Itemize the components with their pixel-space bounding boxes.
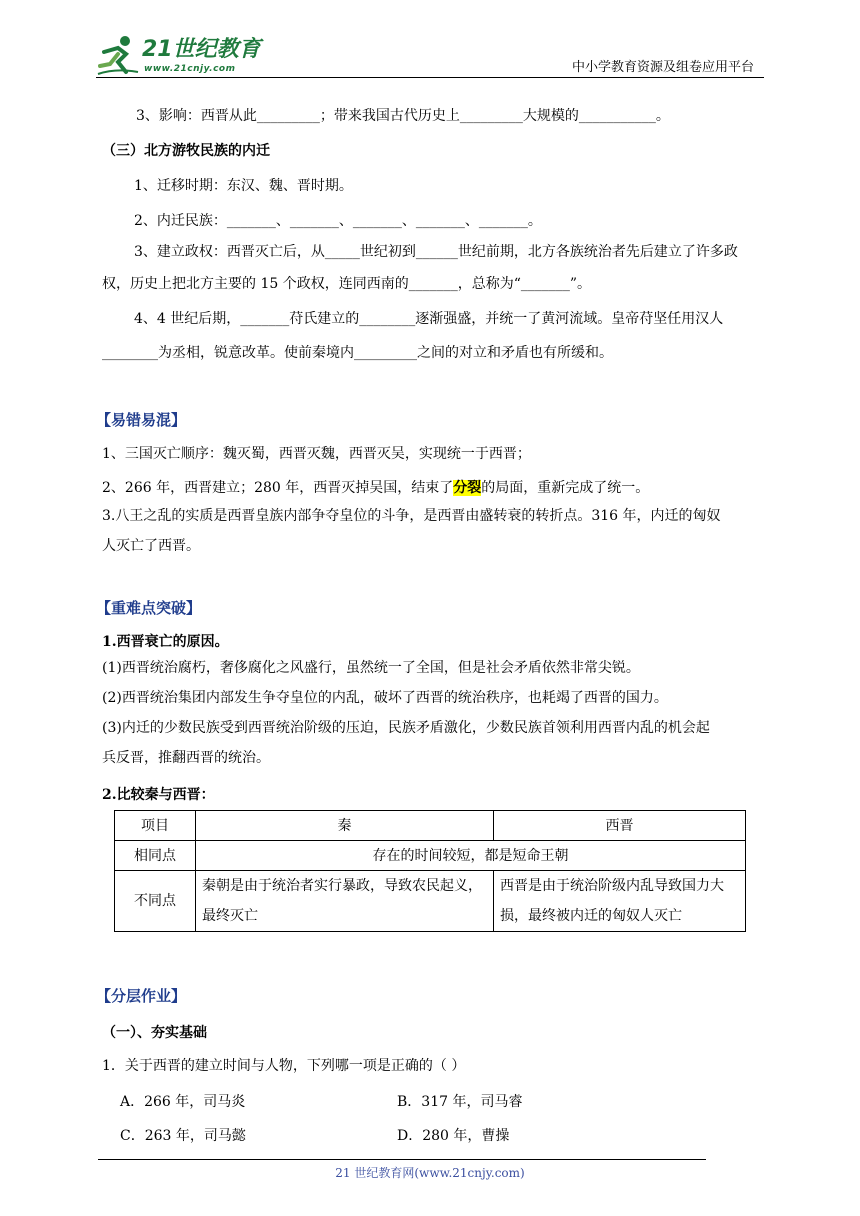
- qin-line-1: 4、4 世纪后期，_______苻氏建立的________逐渐强盛，并统一了黄河流域。皇帝苻坚任用汉人: [134, 311, 724, 327]
- table-header-row: [115, 811, 746, 841]
- table-head-item: 项目: [115, 811, 196, 841]
- migration-peoples-line: 2、内迁民族：_______、_______、_______、_______、_______。: [134, 213, 542, 229]
- errors-point-2: [102, 479, 649, 497]
- footer-rule: [98, 1159, 706, 1160]
- table-head-jin: 西晋: [494, 811, 746, 841]
- table-diff-label: 不同点: [115, 871, 196, 932]
- key-reason-3a: (3)内迁的少数民族受到西晋统治阶级的压迫，民族矛盾激化，少数民族首领利用西晋内乱的机会起: [102, 720, 710, 736]
- table-row-diff: [115, 871, 746, 932]
- errors-point-3b: 人灭亡了西晋。: [102, 538, 200, 554]
- section-title-key: 【重难点突破】: [96, 599, 202, 617]
- option-c[interactable]: C．263 年，司马懿: [120, 1128, 246, 1144]
- errors-point-1: 1、三国灭亡顺序：魏灭蜀，西晋灭魏，西晋灭吴，实现统一于西晋；: [102, 446, 531, 462]
- table-row-same: [115, 841, 746, 871]
- errors-point-3a: 3.八王之乱的实质是西晋皇族内部争夺皇位的斗争，是西晋由盛转衰的转折点。316 年，内迁的匈奴: [102, 508, 721, 524]
- key-reason-3b: 兵反晋，推翻西晋的统治。: [102, 750, 270, 766]
- option-d[interactable]: D．280 年，曹操: [397, 1128, 510, 1144]
- subsection-title-migration: （三）北方游牧民族的内迁: [102, 143, 270, 159]
- table-diff-jin: 西晋是由于统治阶级内乱导致国力大损，最终被内迁的匈奴人灭亡: [494, 871, 746, 932]
- key-reason-2: (2)西晋统治集团内部发生争夺皇位的内乱，破坏了西晋的统治秩序，也耗竭了西晋的国力。: [102, 690, 668, 706]
- option-a[interactable]: A．266 年，司马炎: [120, 1094, 246, 1110]
- key-heading-2: 2.比较秦与西晋：: [102, 787, 215, 803]
- regime-line-1: 3、建立政权：西晋灭亡后，从_____世纪初到______世纪前期，北方各族统治者先后建立了许多政: [134, 244, 738, 260]
- migration-period-line: 1、迁移时期：东汉、魏、晋时期。: [134, 178, 353, 194]
- homework-subtitle: （一）、夯实基础: [102, 1025, 207, 1041]
- table-same-value: 存在的时间较短，都是短命王朝: [196, 841, 746, 871]
- footer-text: 21 世纪教育网(www.21cnjy.com): [335, 1166, 525, 1180]
- errors-point-2-after: 的局面，重新完成了统一。: [481, 480, 650, 496]
- key-heading-1: 1.西晋衰亡的原因。: [102, 634, 229, 650]
- option-b[interactable]: B．317 年，司马睿: [397, 1094, 523, 1110]
- logo-url-text: www.21cnjy.com: [144, 64, 236, 74]
- key-reason-1: (1)西晋统治腐朽，奢侈腐化之风盛行，虽然统一了全国，但是社会矛盾依然非常尖锐。: [102, 660, 640, 676]
- table-diff-qin: 秦朝是由于统治者实行暴政，导致农民起义，最终灭亡: [196, 871, 494, 932]
- section-title-homework: 【分层作业】: [96, 987, 187, 1005]
- table-same-label: 相同点: [115, 841, 196, 871]
- table-head-qin: 秦: [196, 811, 494, 841]
- section-title-errors: 【易错易混】: [96, 411, 187, 429]
- impact-line: 3、影响：西晋从此_________；带来我国古代历史上_________大规模的___________。: [136, 108, 670, 124]
- errors-point-2-before: 2、266 年，西晋建立；280 年，西晋灭掉吴国，结束了: [102, 480, 454, 496]
- qin-line-2: ________为丞相，锐意改革。使前秦境内_________之间的对立和矛盾也有所缓和。: [102, 345, 613, 361]
- logo-main-text: 21世纪教育: [142, 37, 261, 62]
- regime-line-2: 权，历史上把北方主要的 15 个政权，连同西南的_______，总称为“_______”。: [102, 276, 592, 292]
- comparison-table: [114, 810, 746, 932]
- platform-label: 中小学教育资源及组卷应用平台: [572, 60, 755, 75]
- question-1: 1．关于西晋的建立时间与人物，下列哪一项是正确的（ ）: [102, 1058, 466, 1074]
- highlighted-term: 分裂: [453, 480, 482, 496]
